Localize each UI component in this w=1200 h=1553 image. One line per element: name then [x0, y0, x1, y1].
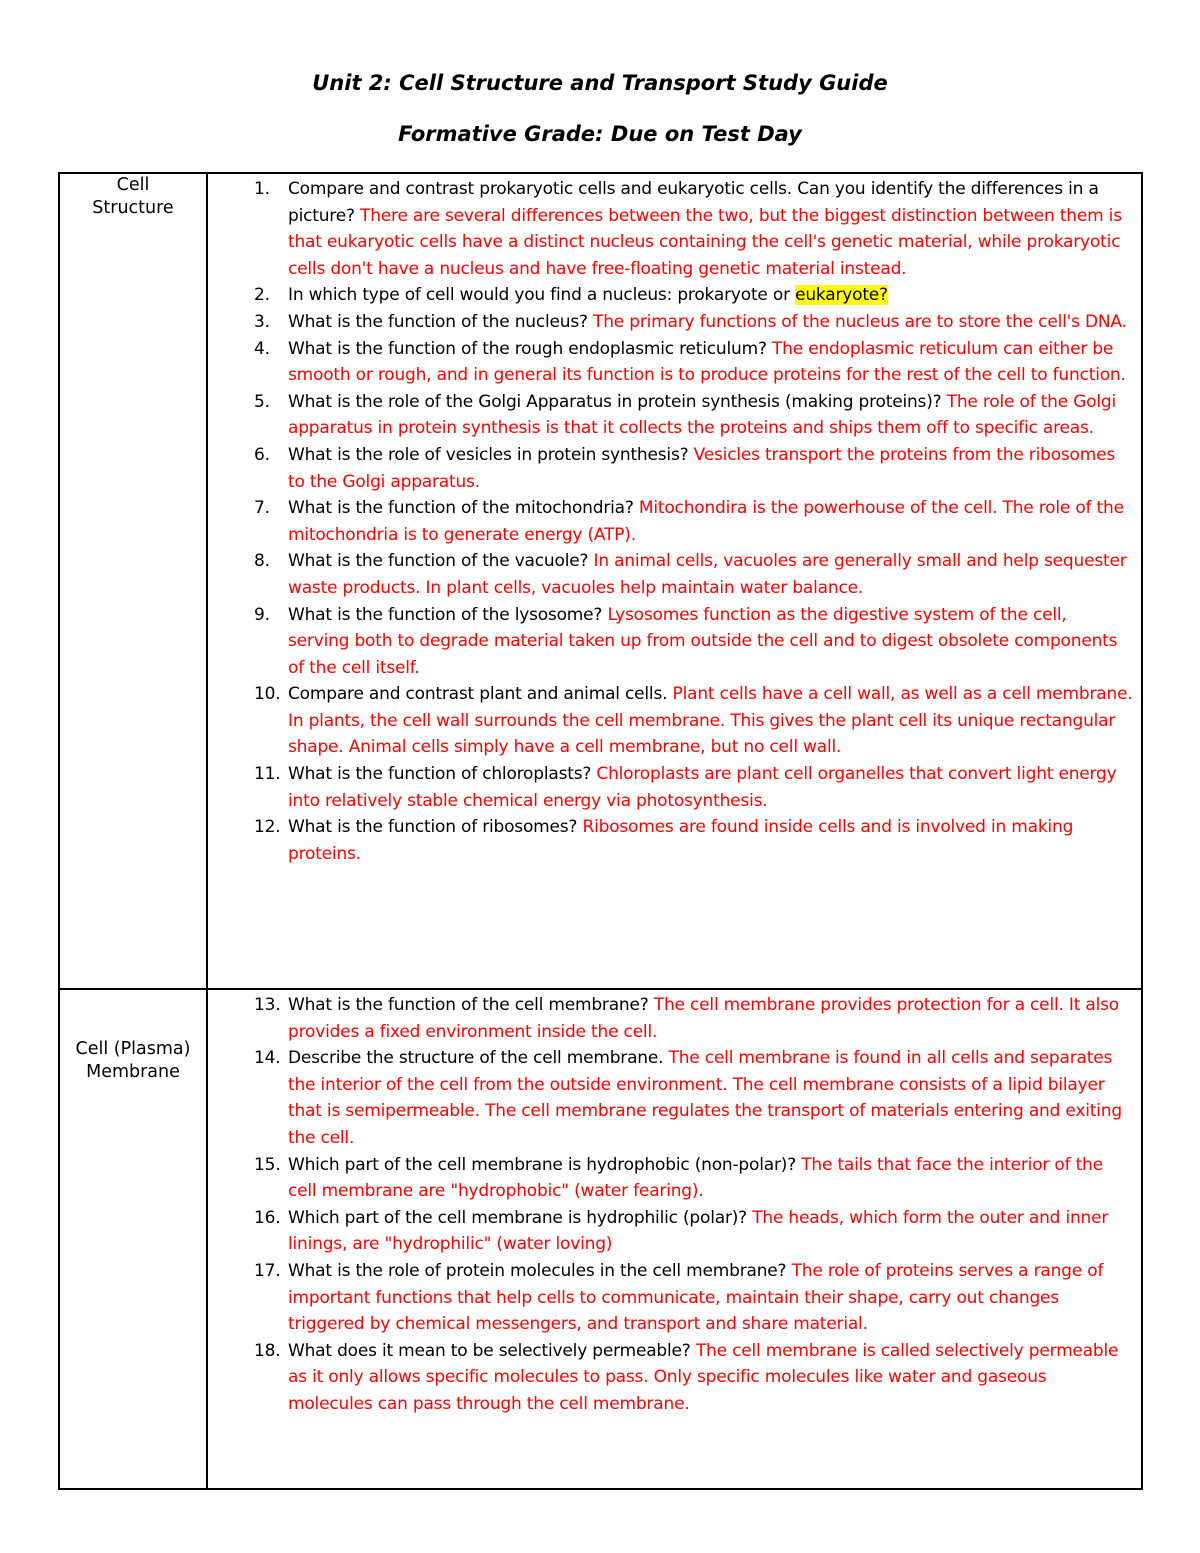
- question-text: What is the function of the cell membrane?: [288, 995, 649, 1015]
- question-number: 9.: [254, 604, 270, 625]
- question-text: What is the function of the lysosome?: [288, 604, 603, 625]
- question-item: [254, 1152, 1133, 1205]
- highlighted-answer: eukaryote?: [795, 285, 888, 306]
- question-text: In which type of cell would you find a nucleus: prokaryote or: [288, 285, 796, 306]
- question-item: [254, 282, 1133, 309]
- answer-text: Vesicles transport the proteins from the ribosomes to the Golgi apparatus.: [288, 444, 1116, 492]
- answer-text: There are several differences between the two, but the biggest distinction between them is that eukaryotic cells have a distinct nucleus containing the cell's genetic material, while prokaryotic cells don't have a nucleus and have free-floating genetic material instead.: [288, 205, 1122, 279]
- question-item: [254, 176, 1133, 282]
- question-text: Which part of the cell membrane is hydrophobic (non-polar)?: [288, 1154, 797, 1175]
- answer-text: Lysosomes function as the digestive system of the cell, serving both to degrade material taken up from outside the cell and to digest obsolete components of the cell itself.: [288, 604, 1118, 678]
- question-text: What is the role of vesicles in protein synthesis?: [288, 444, 689, 465]
- question-number: 1.: [254, 179, 270, 199]
- question-number: 18.: [254, 1340, 281, 1361]
- answer-text: The heads, which form the outer and inner linings, are "hydrophilic" (water loving): [288, 1207, 1109, 1255]
- page-subtitle: Formative Grade: Due on Test Day: [398, 122, 802, 146]
- answer-text: In animal cells, vacuoles are generally small and help sequester waste products. In plant cells, vacuoles help maintain water balance.: [288, 551, 1127, 598]
- question-number: 14.: [254, 1048, 281, 1069]
- answer-text: The role of the Golgi apparatus in protein synthesis is that it collects the proteins and ships them off to specific areas.: [288, 391, 1117, 439]
- question-text: What is the role of protein molecules in the cell membrane?: [288, 1260, 787, 1281]
- question-item: [254, 309, 1133, 336]
- answer-text: The endoplasmic reticulum can either be smooth or rough, and in general its function is to produce proteins for the rest of the cell to function.: [288, 338, 1126, 386]
- answer-text: The role of proteins serves a range of important functions that help cells to communicate, maintain their shape, carry out changes triggered by chemical messengers, and transport and share material.: [288, 1260, 1104, 1335]
- question-number: 11.: [254, 764, 281, 785]
- answer-text: The tails that face the interior of the cell membrane are "hydrophobic" (water fearing).: [288, 1154, 1103, 1202]
- section-label-line: Cell (Plasma): [75, 1039, 191, 1059]
- section-label-line: Structure: [92, 198, 174, 218]
- question-item: [254, 495, 1133, 548]
- question-number: 5.: [254, 391, 270, 412]
- question-text: What is the function of ribosomes?: [288, 817, 578, 838]
- section-label: [59, 989, 207, 1489]
- section-label: [59, 173, 207, 989]
- question-text: What is the function of the vacuole?: [288, 551, 589, 572]
- question-text: What is the function of the rough endoplasmic reticulum?: [288, 338, 767, 359]
- answer-text: The primary functions of the nucleus are to store the cell's DNA.: [587, 311, 1127, 332]
- questions-cell: [207, 989, 1142, 1489]
- section-label-line: Membrane: [86, 1062, 180, 1082]
- question-number: 17.: [254, 1260, 281, 1281]
- question-item: [254, 548, 1133, 601]
- question-text: Compare and contrast prokaryotic cells and eukaryotic cells. Can you identify the differences in a picture?: [288, 179, 1099, 226]
- section-row-cell-structure: [59, 173, 1142, 989]
- answer-text: Plant cells have a cell wall, as well as a cell membrane. In plants, the cell wall surrounds the cell membrane. This gives the plant cell its unique rectangular shape. Animal cells simply have a cell membrane, but no cell wall.: [288, 684, 1133, 758]
- question-item: [254, 761, 1133, 814]
- question-text: What is the role of the Golgi Apparatus in protein synthesis (making proteins)?: [288, 391, 942, 412]
- answer-text: Ribosomes are found inside cells and is involved in making proteins.: [288, 817, 1074, 864]
- question-number: 16.: [254, 1207, 281, 1228]
- questions-cell: [207, 173, 1142, 989]
- question-number: 8.: [254, 551, 270, 572]
- question-text: Which part of the cell membrane is hydrophilic (polar)?: [288, 1207, 747, 1228]
- question-number: 12.: [254, 817, 281, 838]
- question-text: What is the function of chloroplasts?: [288, 764, 592, 785]
- question-item: [254, 1045, 1133, 1151]
- question-number: 4.: [254, 338, 270, 359]
- answer-text: The cell membrane provides protection for a cell. It also provides a fixed environment inside the cell.: [288, 995, 1119, 1042]
- answer-text: Chloroplasts are plant cell organelles that convert light energy into relatively stable chemical energy via photosynthesis.: [288, 764, 1117, 811]
- question-number: 2.: [254, 285, 270, 306]
- question-list: [208, 990, 1141, 1418]
- question-item: [254, 1338, 1133, 1418]
- question-number: 7.: [254, 498, 270, 519]
- question-number: 6.: [254, 444, 270, 465]
- question-item: [254, 602, 1133, 682]
- question-text: What is the function of the mitochondria?: [288, 498, 634, 519]
- question-item: [254, 814, 1133, 867]
- answer-text: Mitochondira is the powerhouse of the cell. The role of the mitochondria is to generate energy (ATP).: [288, 498, 1124, 545]
- answer-text: The cell membrane is called selectively permeable as it only allows specific molecules to pass. Only specific molecules like water and gaseous molecules can pass through the cell membrane.: [288, 1340, 1119, 1414]
- question-number: 10.: [254, 684, 281, 705]
- question-number: 3.: [254, 311, 270, 332]
- question-number: 15.: [254, 1154, 281, 1175]
- question-item: [254, 442, 1133, 495]
- question-text: Describe the structure of the cell membrane.: [288, 1048, 664, 1069]
- question-item: [254, 992, 1133, 1045]
- question-number: 13.: [254, 995, 281, 1015]
- question-list: [208, 174, 1141, 867]
- study-guide-table: [58, 172, 1143, 1490]
- page-title: Unit 2: Cell Structure and Transport Study Guide: [312, 71, 888, 95]
- question-item: [254, 1258, 1133, 1338]
- question-item: [254, 1205, 1133, 1258]
- question-item: [254, 389, 1133, 442]
- question-text: Compare and contrast plant and animal cells.: [288, 684, 668, 705]
- question-text: What does it mean to be selectively permeable?: [288, 1340, 691, 1361]
- answer-text: The cell membrane is found in all cells and separates the interior of the cell from the outside environment. The cell membrane consists of a lipid bilayer that is semipermeable. The cell membrane regulates the transport of materials entering and exiting the cell.: [288, 1048, 1122, 1148]
- question-item: [254, 681, 1133, 761]
- section-label-line: Cell: [116, 175, 150, 195]
- section-row-cell-membrane: [59, 989, 1142, 1489]
- question-item: [254, 336, 1133, 389]
- question-text: What is the function of the nucleus?: [288, 311, 588, 332]
